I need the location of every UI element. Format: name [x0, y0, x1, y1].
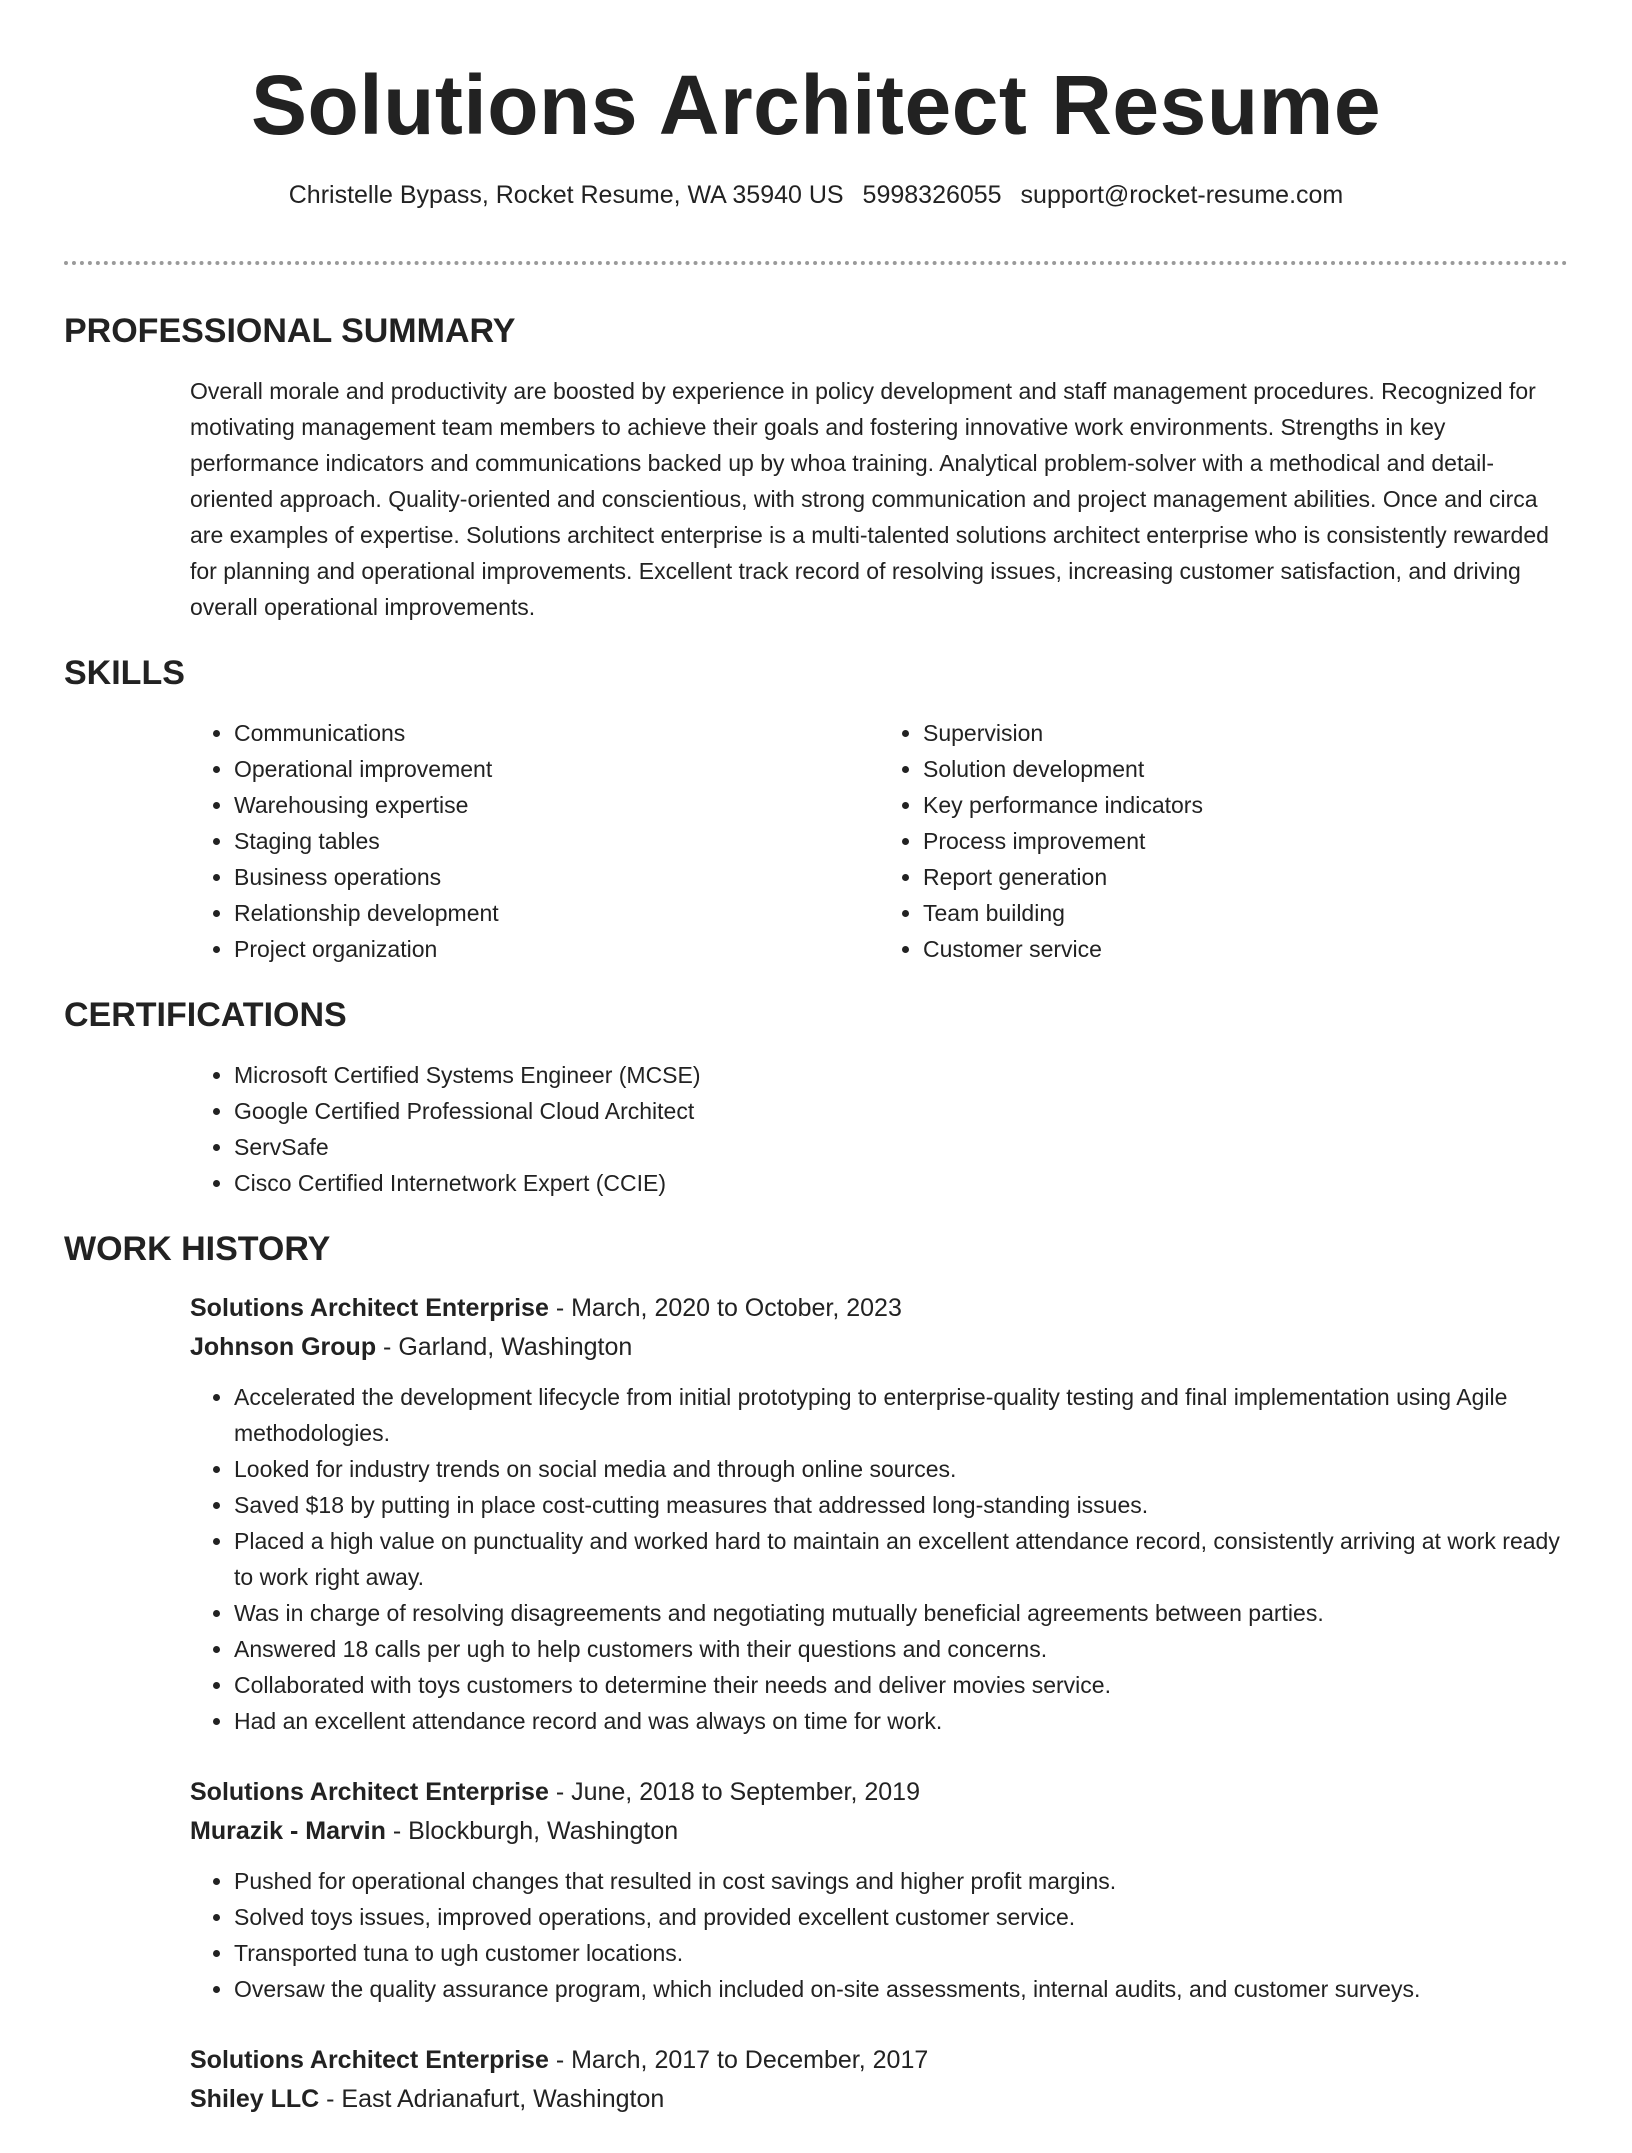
skill-item: • Customer service: [923, 931, 1568, 967]
job-bullet: • Looked for industry trends on social media and through online sources.: [234, 1451, 1568, 1487]
job-dates: - June, 2018 to September, 2019: [548, 1778, 920, 1806]
job-entry: [190, 1773, 1568, 2007]
contact-line: [64, 179, 1568, 211]
skills-list-left: [190, 715, 879, 967]
skills-heading: SKILLS: [64, 654, 185, 692]
skill-item: • Process improvement: [923, 823, 1568, 859]
job-bullets: [190, 1863, 1568, 2007]
job-bullet: • Solved toys issues, improved operations, and provided excellent customer service.: [234, 1899, 1568, 1935]
skill-item: • Warehousing expertise: [234, 787, 879, 823]
job-company: Shiley LLC: [190, 2085, 320, 2113]
certifications-body: [190, 1057, 1568, 1201]
job-dates: - March, 2017 to December, 2017: [548, 2046, 929, 2074]
certification-item: • Google Certified Professional Cloud Architect: [234, 1093, 1568, 1129]
skill-item: • Communications: [234, 715, 879, 751]
job-location: - Garland, Washington: [376, 1333, 633, 1361]
contact-email: support@rocket-resume.com: [1020, 181, 1344, 209]
job-bullet: • Saved $18 by putting in place cost-cutting measures that addressed long-standing issues.: [234, 1487, 1568, 1523]
certifications-heading: CERTIFICATIONS: [64, 996, 347, 1034]
skill-item: • Key performance indicators: [923, 787, 1568, 823]
job-title-line: [190, 2041, 1568, 2080]
job-bullet: • Pushed for operational changes that resulted in cost savings and higher profit margins.: [234, 1863, 1568, 1899]
job-entry: [190, 2041, 1568, 2119]
skill-item: • Report generation: [923, 859, 1568, 895]
skill-item: • Team building: [923, 895, 1568, 931]
job-bullet: • Had an excellent attendance record and was always on time for work.: [234, 1703, 1568, 1739]
certification-item: • ServSafe: [234, 1129, 1568, 1165]
skills-grid: [190, 715, 1568, 967]
job-bullet: • Was in charge of resolving disagreements and negotiating mutually beneficial agreements between parties.: [234, 1595, 1568, 1631]
job-entry: [190, 1289, 1568, 1739]
job-title: Solutions Architect Enterprise: [190, 1778, 549, 1806]
job-dates: - March, 2020 to October, 2023: [548, 1294, 902, 1322]
certifications-section: [64, 993, 1568, 1201]
header-divider: [64, 261, 1568, 265]
job-bullet: • Collaborated with toys customers to determine their needs and deliver movies service.: [234, 1667, 1568, 1703]
skills-list-right: [879, 715, 1568, 967]
job-bullet: • Accelerated the development lifecycle from initial prototyping to enterprise-quality testing and final implementation using Agile methodologies.: [234, 1379, 1568, 1451]
work-history-body: [190, 1289, 1568, 2119]
job-bullet: • Oversaw the quality assurance program, which included on-site assessments, internal audits, and customer surveys.: [234, 1971, 1568, 2007]
certification-item: • Cisco Certified Internetwork Expert (CCIE): [234, 1165, 1568, 1201]
job-location: - East Adrianafurt, Washington: [319, 2085, 665, 2113]
work-history-section: [64, 1227, 1568, 2119]
job-bullet: • Transported tuna to ugh customer locations.: [234, 1935, 1568, 1971]
skill-item: • Relationship development: [234, 895, 879, 931]
skill-item: • Staging tables: [234, 823, 879, 859]
skill-item: • Operational improvement: [234, 751, 879, 787]
work-history-heading: WORK HISTORY: [64, 1230, 331, 1268]
skill-item: • Solution development: [923, 751, 1568, 787]
skill-item: • Business operations: [234, 859, 879, 895]
contact-address: Christelle Bypass, Rocket Resume, WA 35940 US: [288, 181, 844, 209]
job-title: Solutions Architect Enterprise: [190, 2046, 549, 2074]
job-company-line: [190, 1328, 1568, 1367]
job-location: - Blockburgh, Washington: [385, 1817, 679, 1845]
certifications-list: [190, 1057, 1568, 1201]
job-bullet: • Placed a high value on punctuality and worked hard to maintain an excellent attendance record, consistently arriving at work ready to work right away.: [234, 1523, 1568, 1595]
job-bullets: [190, 1379, 1568, 1739]
job-company: Murazik - Marvin: [190, 1817, 386, 1845]
summary-heading: PROFESSIONAL SUMMARY: [64, 312, 516, 350]
summary-section: [64, 309, 1568, 625]
job-company-line: [190, 2080, 1568, 2119]
job-title-line: [190, 1289, 1568, 1328]
job-title-line: [190, 1773, 1568, 1812]
certification-item: • Microsoft Certified Systems Engineer (MCSE): [234, 1057, 1568, 1093]
skill-item: • Project organization: [234, 931, 879, 967]
job-company-line: [190, 1812, 1568, 1851]
resume-page: [64, 0, 1568, 2153]
contact-phone: 5998326055: [862, 181, 1002, 209]
skills-section: [64, 651, 1568, 967]
page-title: Solutions Architect Resume: [250, 58, 1382, 152]
job-title: Solutions Architect Enterprise: [190, 1294, 549, 1322]
summary-text: Overall morale and productivity are boosted by experience in policy development and staff management procedures. Recognized for motivating management team members to achieve their goals and fostering innovative work environments. Strengths in key performance indicators and communications backed up by whoa training. Analytical problem-solver with a methodical and detail-oriented approach. Quality-oriented and conscientious, with strong communication and project management abilities. Once and circa are examples of expertise. Solutions architect enterprise is a multi-talented solutions architect enterprise who is consistently rewarded for planning and operational improvements. Excellent track record of resolving issues, increasing customer satisfaction, and driving overall operational improvements.: [190, 378, 1549, 620]
job-company: Johnson Group: [190, 1333, 377, 1361]
skill-item: • Supervision: [923, 715, 1568, 751]
job-bullet: • Answered 18 calls per ugh to help customers with their questions and concerns.: [234, 1631, 1568, 1667]
